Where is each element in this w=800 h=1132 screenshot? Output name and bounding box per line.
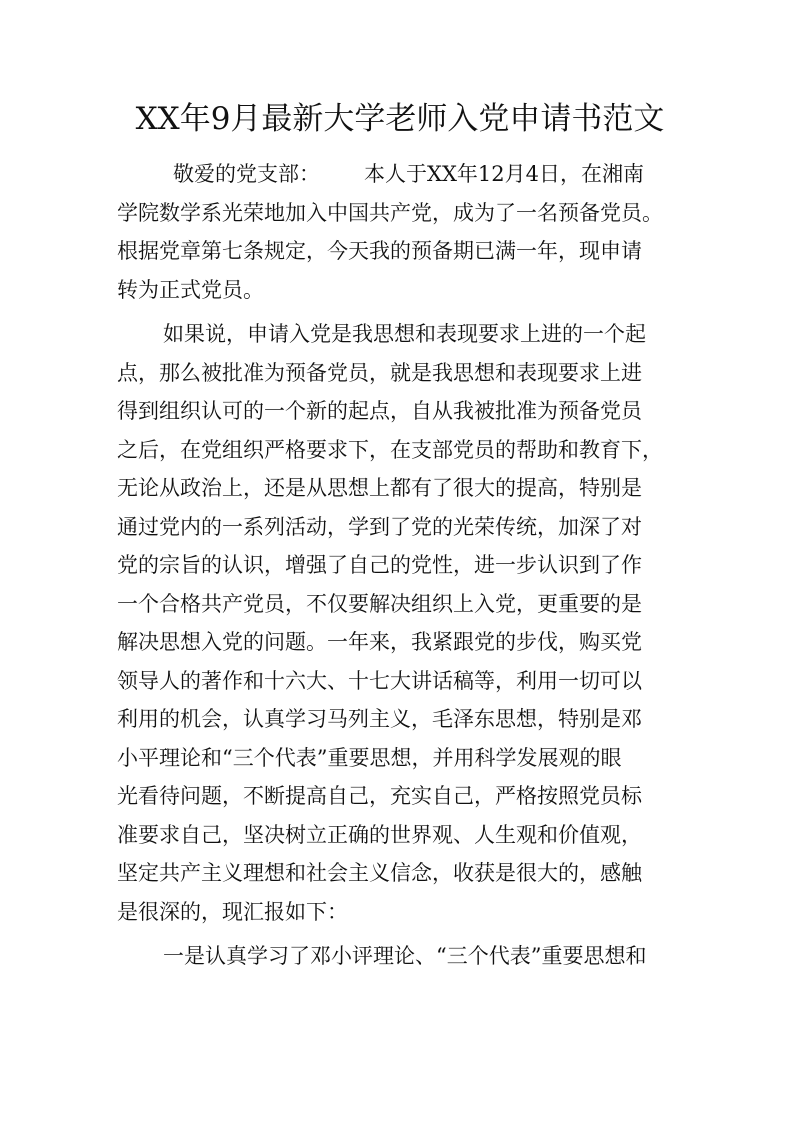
paragraph-line: 转为正式党员。 [117, 277, 264, 302]
paragraph-3 [117, 937, 677, 976]
document-body [117, 155, 677, 976]
paragraph-line: 无论从政治上，还是从思想上都有了很大的提高，特别是 [117, 476, 642, 500]
document-title: XX年9月最新大学老师入党申请书范文 [135, 101, 665, 137]
paragraph-2 [117, 315, 677, 931]
paragraph-line: 如果说，申请入党是我思想和表现要求上进的一个起 [163, 322, 646, 346]
paragraph-line: 本人于XX年12月4日，在湘南 [364, 162, 644, 186]
paragraph-line: 通过党内的一系列活动，学到了党的光荣传统，加深了对 [117, 514, 642, 539]
paragraph-line: 得到组织认可的一个新的起点，自从我被批准为预备党员 [117, 399, 642, 423]
paragraph-line: 坚定共产主义理想和社会主义信念，收获是很大的，感触 [117, 861, 642, 885]
paragraph-line: 根据党章第七条规定，今天我的预备期已满一年，现申请 [117, 239, 642, 263]
salutation-text: 敬爱的党支部： [173, 162, 320, 186]
paragraph-1 [117, 155, 677, 309]
paragraph-line: 一个合格共产党员，不仅要解决组织上入党，更重要的是 [117, 591, 642, 616]
paragraph-line: 光看待问题，不断提高自己，充实自己，严格按照党员标 [117, 784, 642, 808]
paragraph-line: 点，那么被批准为预备党员，就是我思想和表现要求上进 [117, 360, 642, 385]
paragraph-line: 学院数学系光荣地加入中国共产党，成为了一名预备党员。 [117, 200, 663, 225]
paragraph-line: 一是认真学习了邓小评理论、“三个代表”重要思想和 [163, 944, 647, 968]
paragraph-line: 领导人的著作和十六大、十七大讲话稿等，利用一切可以 [117, 668, 642, 693]
paragraph-line: 解决思想入党的问题。一年来，我紧跟党的步伐，购买党 [117, 630, 642, 654]
line-salutation [117, 155, 677, 194]
paragraph-line: 小平理论和“三个代表”重要思想，并用科学发展观的眼 [117, 745, 622, 770]
paragraph-line: 利用的机会，认真学习马列主义，毛泽东思想，特别是邓 [117, 707, 642, 731]
paragraph-line: 是很深的，现汇报如下： [117, 899, 348, 924]
paragraph-line: 之后，在党组织严格要求下，在支部党员的帮助和教育下， [117, 437, 663, 462]
paragraph-line: 准要求自己，坚决树立正确的世界观、人生观和价值观， [117, 822, 642, 847]
paragraph-line: 党的宗旨的认识，增强了自己的党性，进一步认识到了作 [117, 553, 642, 577]
